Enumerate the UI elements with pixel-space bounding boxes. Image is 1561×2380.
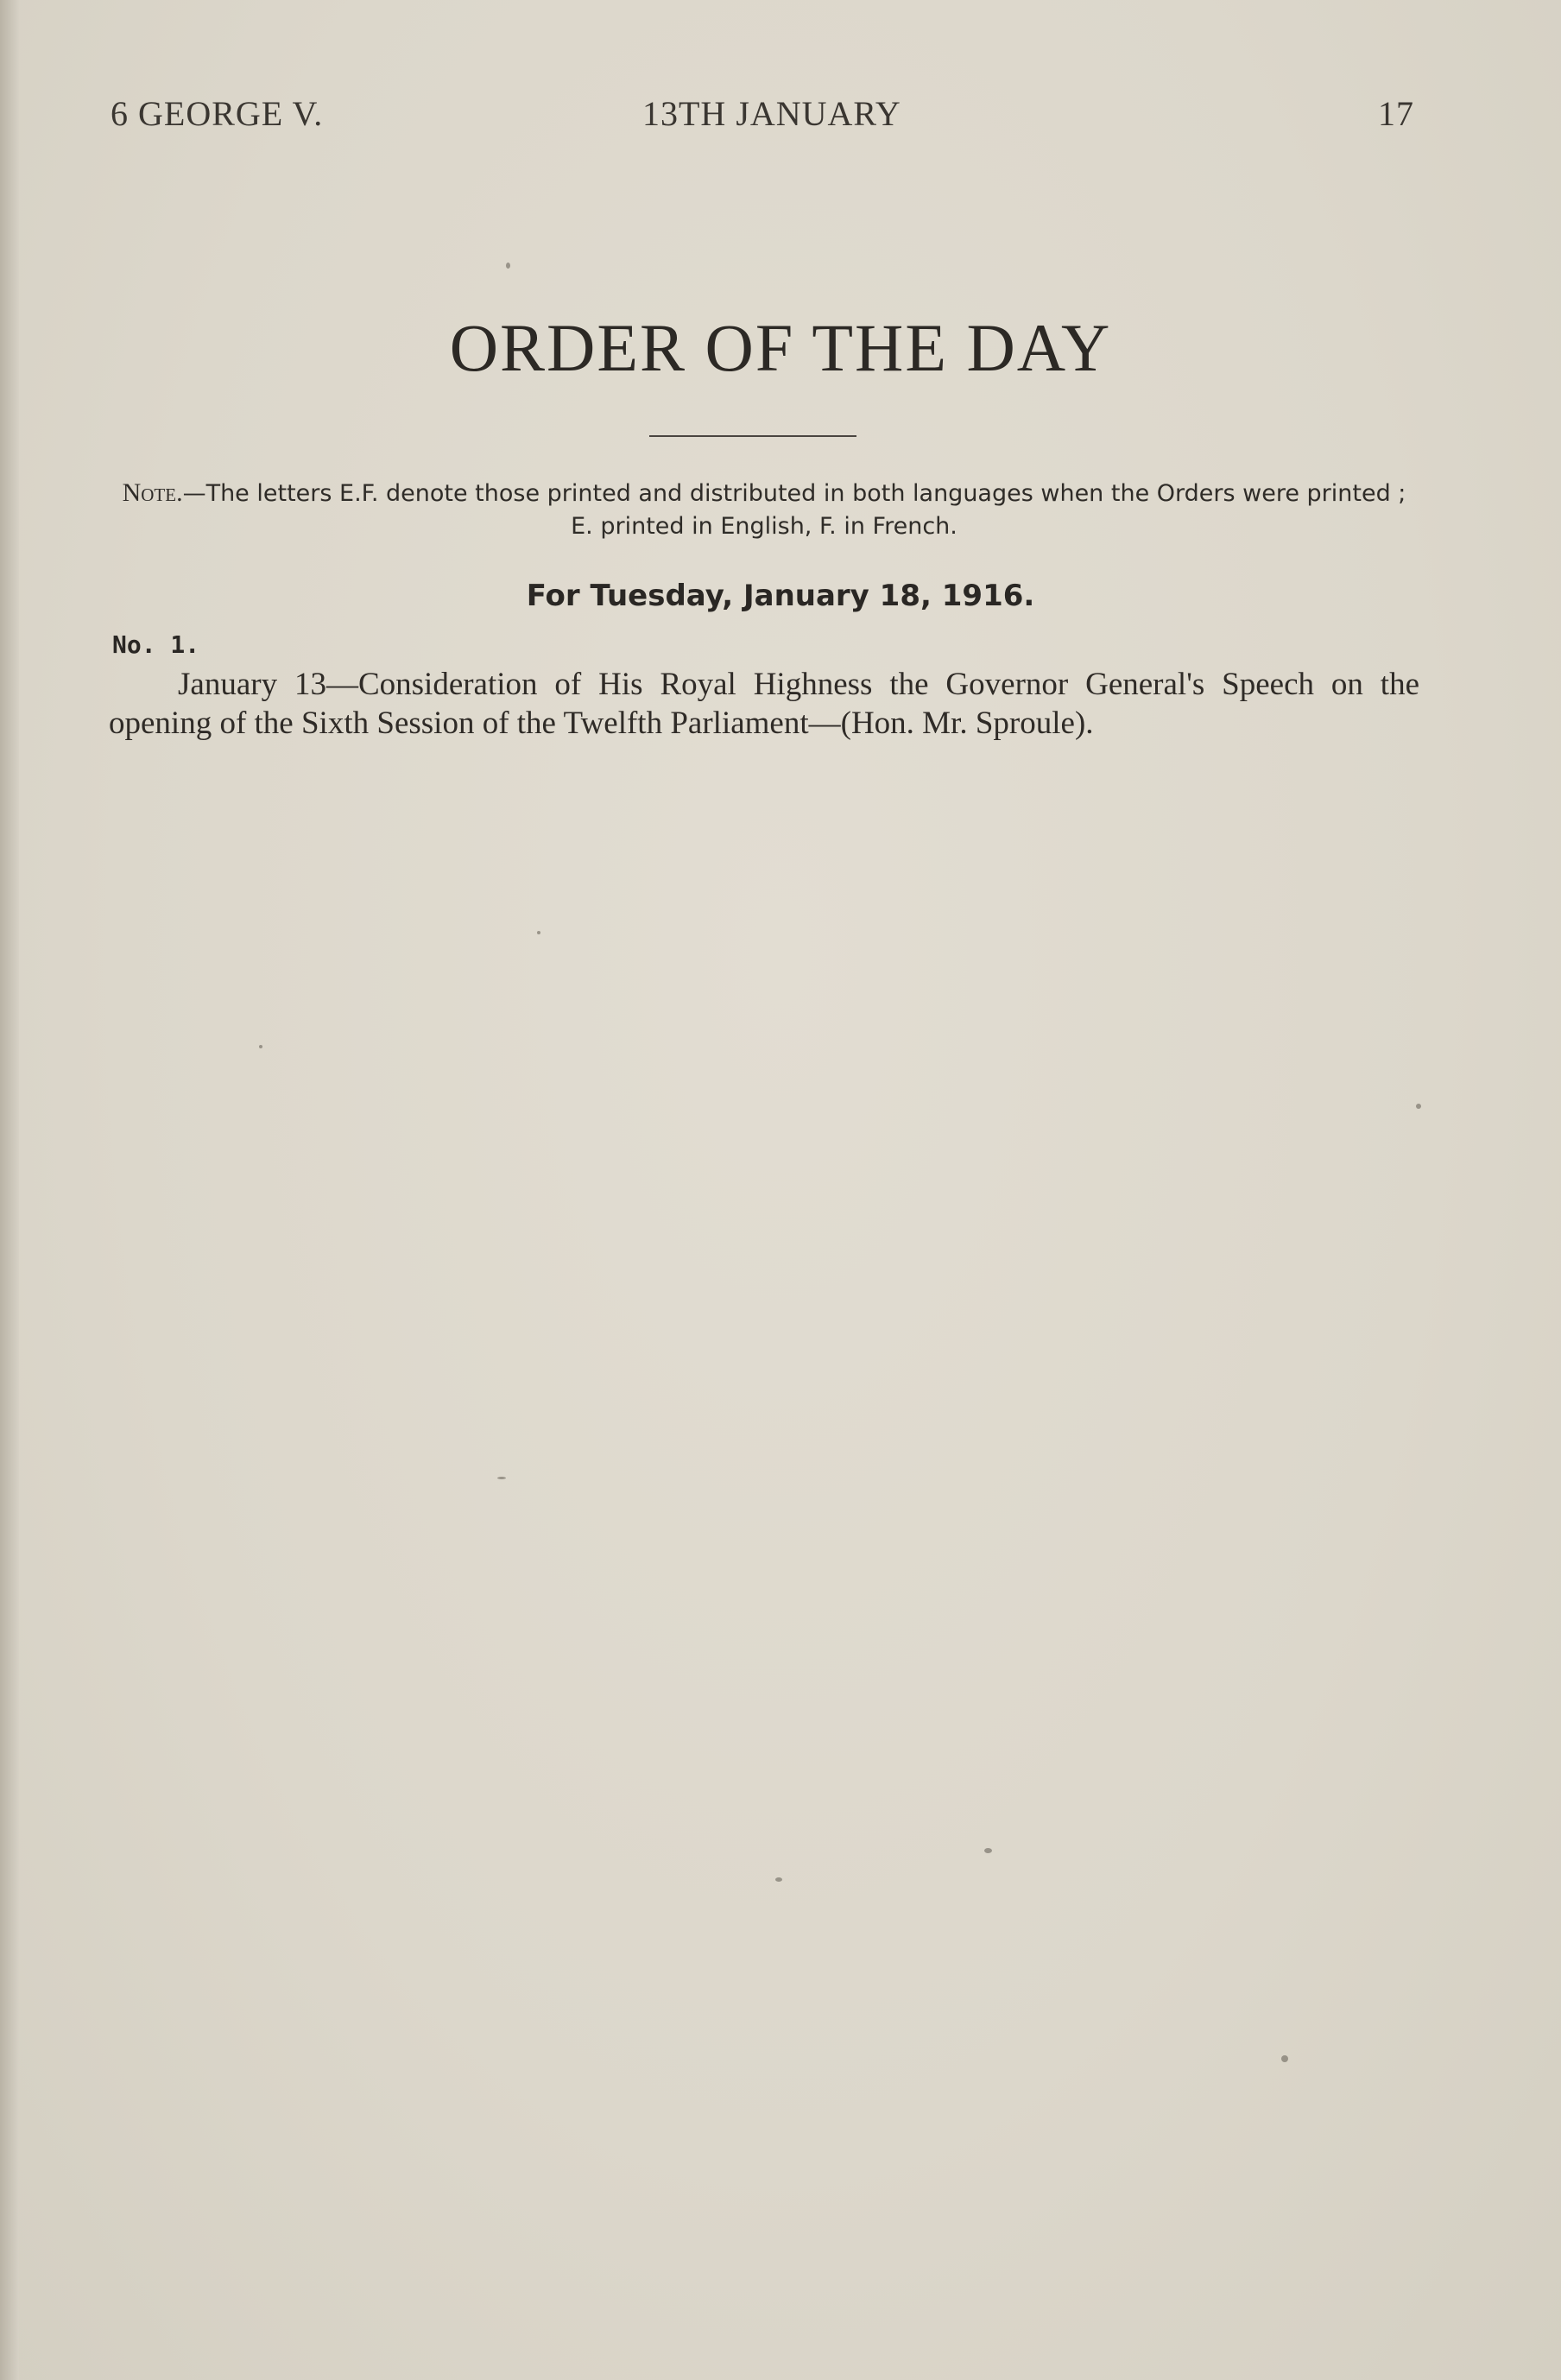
note-lead: Note. — [122, 478, 183, 507]
paper-speck — [506, 263, 510, 269]
item-number: No. 1. — [112, 630, 200, 659]
paper-speck — [1416, 1104, 1421, 1109]
paper-speck — [984, 1848, 992, 1853]
paper-speck — [537, 931, 540, 934]
page-title: ORDER OF THE DAY — [449, 310, 1112, 385]
paper-speck — [1281, 2055, 1288, 2062]
paper-speck — [497, 1477, 506, 1479]
date-heading: For Tuesday, January 18, 1916. — [526, 579, 1035, 613]
header-date: 13TH JANUARY — [642, 94, 901, 133]
title-divider — [649, 435, 856, 437]
note-text: —The letters E.F. denote those printed and distributed in both languages when the Orders were printed ; E. printed in English, F. in French. — [182, 480, 1406, 540]
paper-speck — [259, 1045, 262, 1048]
page-number: 17 — [1378, 94, 1414, 133]
item-text: January 13—Consideration of His Royal Highness the Governor General's Speech on the opening of the Sixth Session of the Twelfth Parliament—(Hon. Mr. Sproule). — [109, 667, 1419, 741]
header-regnal-year: 6 GEORGE V. — [111, 94, 324, 133]
paper-speck — [775, 1877, 782, 1882]
note-paragraph — [112, 477, 1416, 543]
